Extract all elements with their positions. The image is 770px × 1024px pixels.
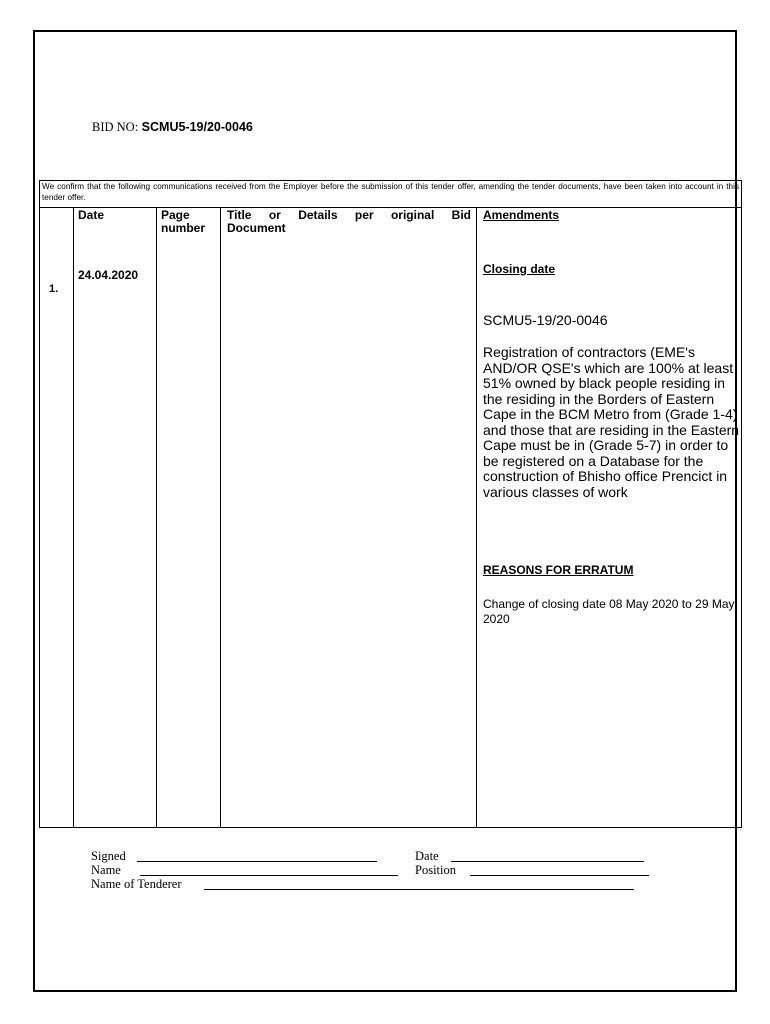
header-page-number [161,209,205,235]
column-divider [73,208,74,827]
header-title-line1: Title or Details per original Bid [227,208,471,222]
bid-number-line [92,120,253,135]
signed-label: Signed [91,849,126,863]
intro-text: We confirm that the following communications received from the Employer before the submission of this tender offer, amending the tender documents, have been taken into account in this tender offer. [40,181,741,208]
name-label: Name [91,863,121,877]
reasons-heading: REASONS FOR ERRATUM [483,563,634,577]
column-divider [156,208,157,827]
position-line [470,875,649,876]
position-label: Position [415,863,456,877]
bid-number: SCMU5-19/20-0046 [141,120,253,134]
date-line [451,861,644,862]
name-line [140,875,398,876]
reason-text: Change of closing date 08 May 2020 to 29 May 2020 [483,597,735,626]
header-date: Date [78,208,105,222]
closing-date-heading: Closing date [483,262,556,276]
tenderer-line [204,889,634,890]
bid-label: BID NO: [92,120,139,134]
row-number: 1. [49,283,59,295]
amendments-table [39,180,742,828]
signed-line [137,861,377,862]
header-title-line2: Document [227,221,286,235]
column-divider [476,208,477,827]
tenderer-label: Name of Tenderer [91,877,182,891]
reference-number: SCMU5-19/20-0046 [483,312,608,328]
header-amendments: Amendments [483,208,560,222]
date-label: Date [415,849,439,863]
column-divider [220,208,221,827]
header-page-number-line1: Page [161,208,190,222]
header-title-details [227,209,471,235]
header-page-number-line2: number [161,221,206,235]
amendment-description: Registration of contractors (EME's AND/OR QSE's which are 100% at least 51% owned by black people residing in the residing in the Borders of Eastern Cape in the BCM Metro from (Grade 1-4) and those that are residing in the Eastern Cape must be in (Grade 5-7) in order to be registered on a Database for the construction of Bhisho office Prencict in various classes of work [483,344,740,500]
row-date: 24.04.2020 [78,268,139,282]
